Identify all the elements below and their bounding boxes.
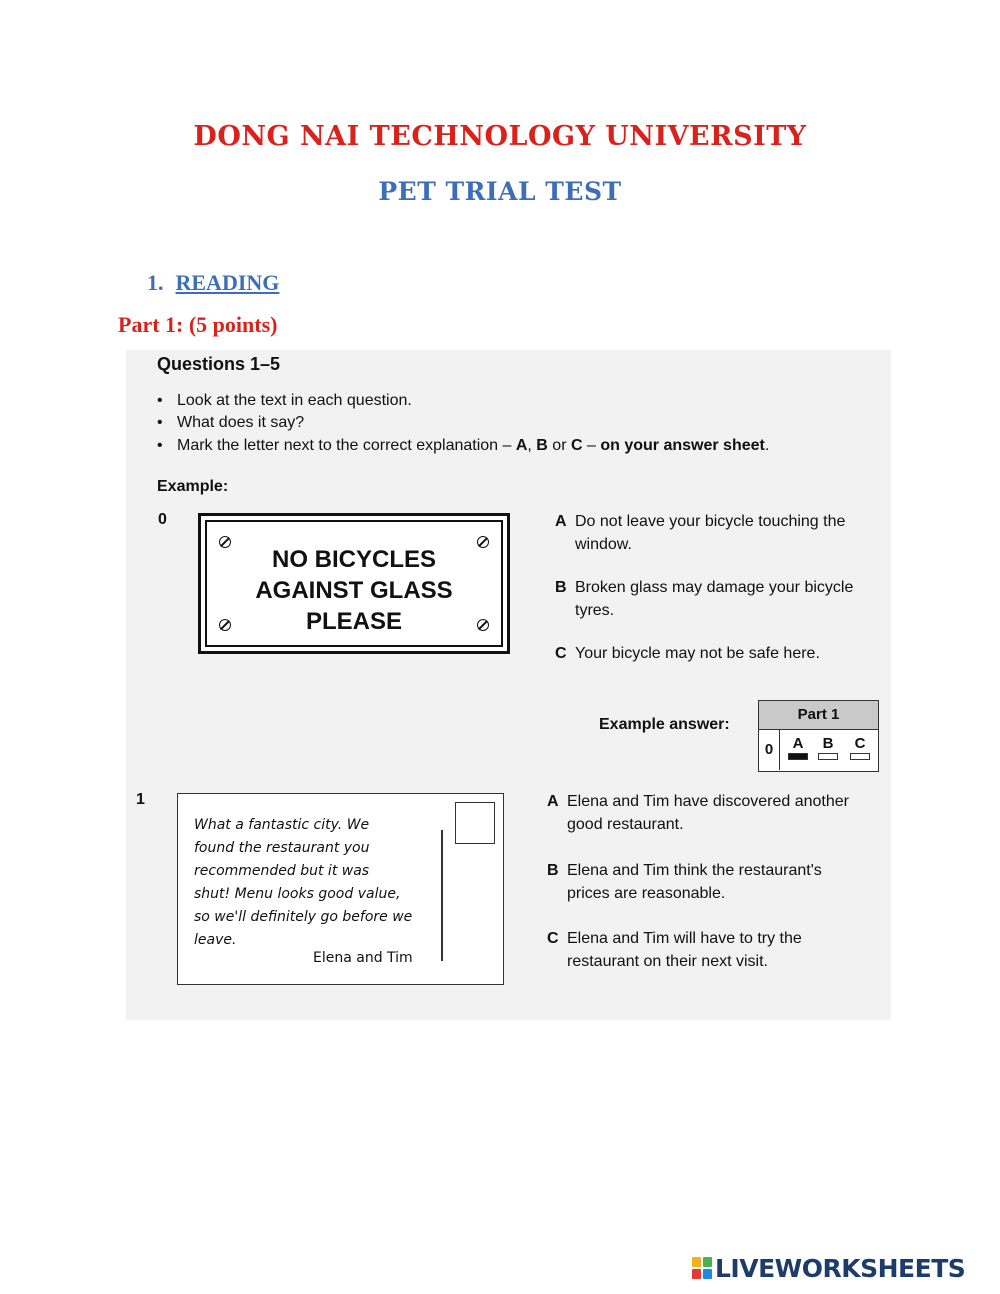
section-number: 1.: [147, 270, 164, 295]
sign-line: PLEASE: [305, 608, 403, 635]
answer-choice-a: [787, 735, 809, 760]
example-sign: [198, 513, 510, 654]
option-text: Elena and Tim have discovered another good restaurant.: [567, 793, 849, 833]
option-letter: B: [547, 862, 559, 879]
option-letter: C: [547, 930, 559, 947]
option-text: Elena and Tim will have to try the restaurant on their next visit.: [567, 930, 802, 970]
option-text: Your bicycle may not be safe here.: [575, 645, 820, 662]
example-option-c: [555, 642, 875, 665]
option-text: Do not leave your bicycle touching the window.: [575, 513, 846, 553]
instruction-or: or: [547, 437, 571, 454]
question-1-number: 1: [136, 791, 145, 808]
postcard-divider: [441, 830, 443, 961]
postcard-line: What a fantastic city. We: [194, 817, 370, 833]
option-letter: C: [555, 645, 567, 662]
section-title: READING: [175, 270, 280, 295]
question-1-option-b: [547, 859, 867, 905]
example-option-b: [555, 576, 875, 622]
choice-mark: [788, 753, 808, 760]
instruction-letter-b: B: [536, 437, 548, 454]
answer-grid-row-number: 0: [759, 730, 780, 770]
exam-question-panel: [126, 350, 891, 1020]
sign-line: NO BICYCLES: [271, 546, 436, 573]
example-label: Example:: [157, 478, 229, 495]
part-heading: Part 1: (5 points): [118, 312, 278, 337]
question-1-option-a: [547, 790, 887, 836]
choice-letter: B: [822, 735, 834, 752]
instruction-text: Look at the text in each question.: [177, 392, 412, 409]
example-answer-grid: [758, 700, 879, 772]
postcard-line: recommended but it was: [194, 863, 370, 879]
example-answer-label: Example answer:: [599, 716, 730, 733]
test-title: PET TRIAL TEST: [378, 177, 622, 206]
postcard-line: found the restaurant you: [194, 840, 370, 856]
question-1-option-c: [547, 927, 867, 973]
option-letter: B: [555, 579, 567, 596]
answer-choice-b: [817, 735, 839, 760]
example-option-a: [555, 510, 875, 556]
choice-mark: [850, 753, 870, 760]
instruction-separator: ,: [527, 437, 537, 454]
question-1-postcard: [177, 793, 504, 985]
option-text: Elena and Tim think the restaurant's prices are reasonable.: [567, 862, 822, 902]
postcard-signature: Elena and Tim: [313, 950, 413, 966]
liveworksheets-wordmark: LIVEWORKSHEETS: [715, 1253, 966, 1283]
bullet-icon: •: [157, 414, 163, 431]
instruction-emphasis: on your answer sheet: [600, 437, 765, 454]
liveworksheets-logo: [692, 1253, 965, 1283]
instruction-letter-a: A: [515, 437, 528, 454]
liveworksheets-icon: [692, 1257, 712, 1279]
sign-text: [207, 544, 501, 637]
instruction-item: [157, 437, 769, 455]
questions-heading: Questions 1–5: [157, 354, 281, 374]
instruction-item: [157, 414, 304, 432]
option-text: Broken glass may damage your bicycle tyres.: [575, 579, 854, 619]
choice-letter: A: [792, 735, 804, 752]
instruction-end: .: [764, 437, 770, 454]
instruction-text: Mark the letter next to the correct explanation –: [177, 437, 516, 454]
instruction-letter-c: C: [570, 437, 583, 454]
option-letter: A: [547, 793, 559, 810]
postcard-line: so we'll definitely go before we: [194, 909, 413, 925]
instruction-item: [157, 392, 412, 410]
answer-grid-title: Part 1: [759, 701, 878, 730]
postcard-line: leave.: [194, 932, 237, 948]
sign-inner-border: [205, 520, 503, 647]
section-heading: [147, 270, 279, 296]
bullet-icon: •: [157, 392, 163, 409]
postcard-line: shut! Menu looks good value,: [194, 886, 401, 902]
instruction-dash: –: [582, 437, 601, 454]
bullet-icon: •: [157, 437, 163, 454]
choice-mark: [818, 753, 838, 760]
instruction-text: What does it say?: [177, 414, 305, 431]
postcard-message: [194, 814, 426, 952]
choice-letter: C: [854, 735, 866, 752]
sign-line: AGAINST GLASS: [255, 577, 453, 604]
example-number: 0: [158, 511, 167, 528]
stamp-box: [455, 802, 495, 844]
university-title: DONG NAI TECHNOLOGY UNIVERSITY: [193, 121, 807, 152]
option-letter: A: [555, 513, 567, 530]
answer-choice-c: [849, 735, 871, 760]
